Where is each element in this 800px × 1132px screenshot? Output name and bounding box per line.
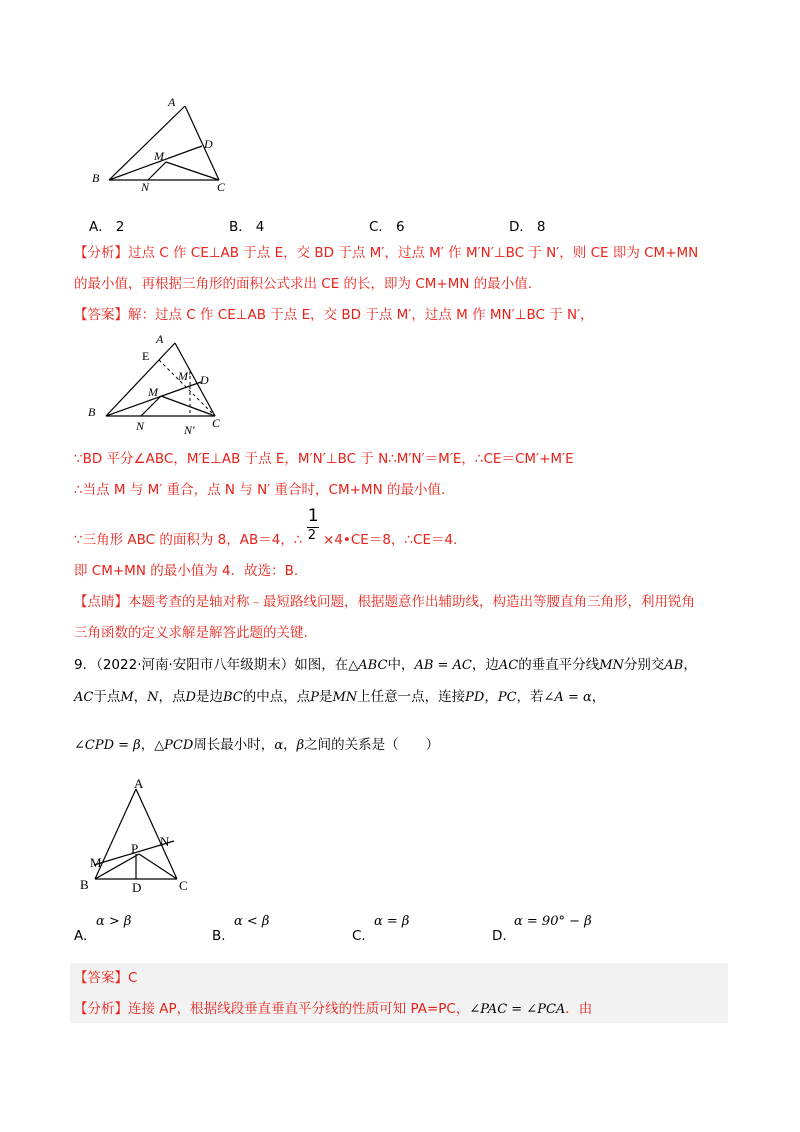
solution-line-1: ∵BD 平分∠ABC，M′E⊥AB 于点 E，M′N′⊥BC 于 N∴M′N′＝M′E，∴CE＝CM′+M′E [74, 451, 574, 467]
answer-tag: 【答案】 [74, 970, 128, 986]
q9-option-a[interactable]: A. α > β [74, 914, 132, 944]
label-B: B [88, 405, 96, 419]
comment-line-2: 三角函数的定义求解是解答此题的关键. [74, 625, 308, 641]
q9-stem-line-2: AC于点M，N，点D是边BC的中点，点P是MN上任意一点，连接PD，PC，若∠A = α， [74, 689, 606, 705]
analysis-tag: 【分析】 [74, 245, 128, 261]
figure-triangle-abc-1 [88, 92, 238, 192]
solution-line-4: 即 CM+MN 的最小值为 4．故选：B. [74, 563, 299, 579]
analysis-tag: 【分析】 [74, 1001, 128, 1017]
analysis-line-2: 的最小值，再根据三角形的面积公式求出 CE 的长，即为 CM+MN 的最小值. [74, 276, 533, 292]
label-B: B [92, 171, 100, 185]
q9-analysis-line: 【分析】连接 AP，根据线段垂直垂直平分线的性质可知 PA=PC，∠PAC = ∠PCA．由 [74, 1001, 593, 1017]
q9-option-b[interactable]: B. α < β [212, 914, 270, 944]
label-M-prime: M′ [178, 369, 191, 383]
q9-stem-line-1: 9．（2022·河南·安阳市八年级期末）如图，在△ABC中，AB = AC，边AC的垂直平分线MN分别交AB， [74, 657, 697, 673]
option-a[interactable]: A． 2 [89, 219, 125, 235]
label-N: N [141, 180, 150, 192]
figure-triangle-abc-2 [84, 330, 234, 440]
label-D: D [132, 880, 142, 895]
label-N: N [160, 834, 170, 849]
label-P: P [131, 841, 139, 856]
label-A: A [168, 95, 176, 109]
answer-tag: 【答案】 [74, 307, 128, 323]
figure-triangle-abc-3 [78, 775, 208, 895]
label-C: C [212, 416, 221, 430]
fraction-one-half: 1 2 [307, 506, 319, 543]
solution-line-3: ∵三角形 ABC 的面积为 8，AB＝4，∴ 1 2 ×4•CE＝8，∴CE＝4. [74, 506, 458, 548]
label-B: B [80, 877, 89, 892]
label-C: C [179, 878, 188, 893]
q9-answer-line: 【答案】C [74, 970, 138, 986]
label-A: A [156, 332, 164, 346]
label-N-prime: N′ [184, 423, 195, 437]
label-A: A [134, 776, 144, 791]
label-M: M [148, 385, 158, 399]
q9-option-c[interactable]: C. α = β [352, 914, 410, 944]
solution-line-2: ∴当点 M 与 M′ 重合，点 N 与 N′ 重合时，CM+MN 的最小值. [74, 482, 446, 498]
option-c[interactable]: C． 6 [369, 219, 405, 235]
option-b[interactable]: B． 4 [229, 219, 265, 235]
label-E: E [142, 349, 150, 363]
q9-stem-line-3: ∠CPD = β，△PCD周长最小时，α，β之间的关系是（ ） [74, 737, 440, 753]
comment-tag: 【点睛】 [74, 594, 128, 610]
label-N: N [136, 419, 145, 433]
label-M: M [90, 855, 102, 870]
option-d[interactable]: D． 8 [509, 219, 546, 235]
label-C: C [217, 180, 226, 192]
label-M: M [154, 149, 164, 163]
label-D: D [200, 373, 209, 387]
q9-option-d[interactable]: D. α = 90° − β [492, 914, 592, 944]
answer-line-1: 【答案】解：过点 C 作 CE⊥AB 于点 E，交 BD 于点 M′，过点 M 作 MN′⊥BC 于 N′， [74, 307, 594, 323]
analysis-line-1: 【分析】过点 C 作 CE⊥AB 于点 E，交 BD 于点 M′，过点 M′ 作 M′N′⊥BC 于 N′，则 CE 即为 CM+MN [74, 245, 699, 261]
comment-line-1: 【点睛】本题考查的是轴对称﹣最短路线问题，根据题意作出辅助线，构造出等腰直角三角形，利用锐角 [74, 594, 695, 610]
label-D: D [204, 137, 213, 151]
